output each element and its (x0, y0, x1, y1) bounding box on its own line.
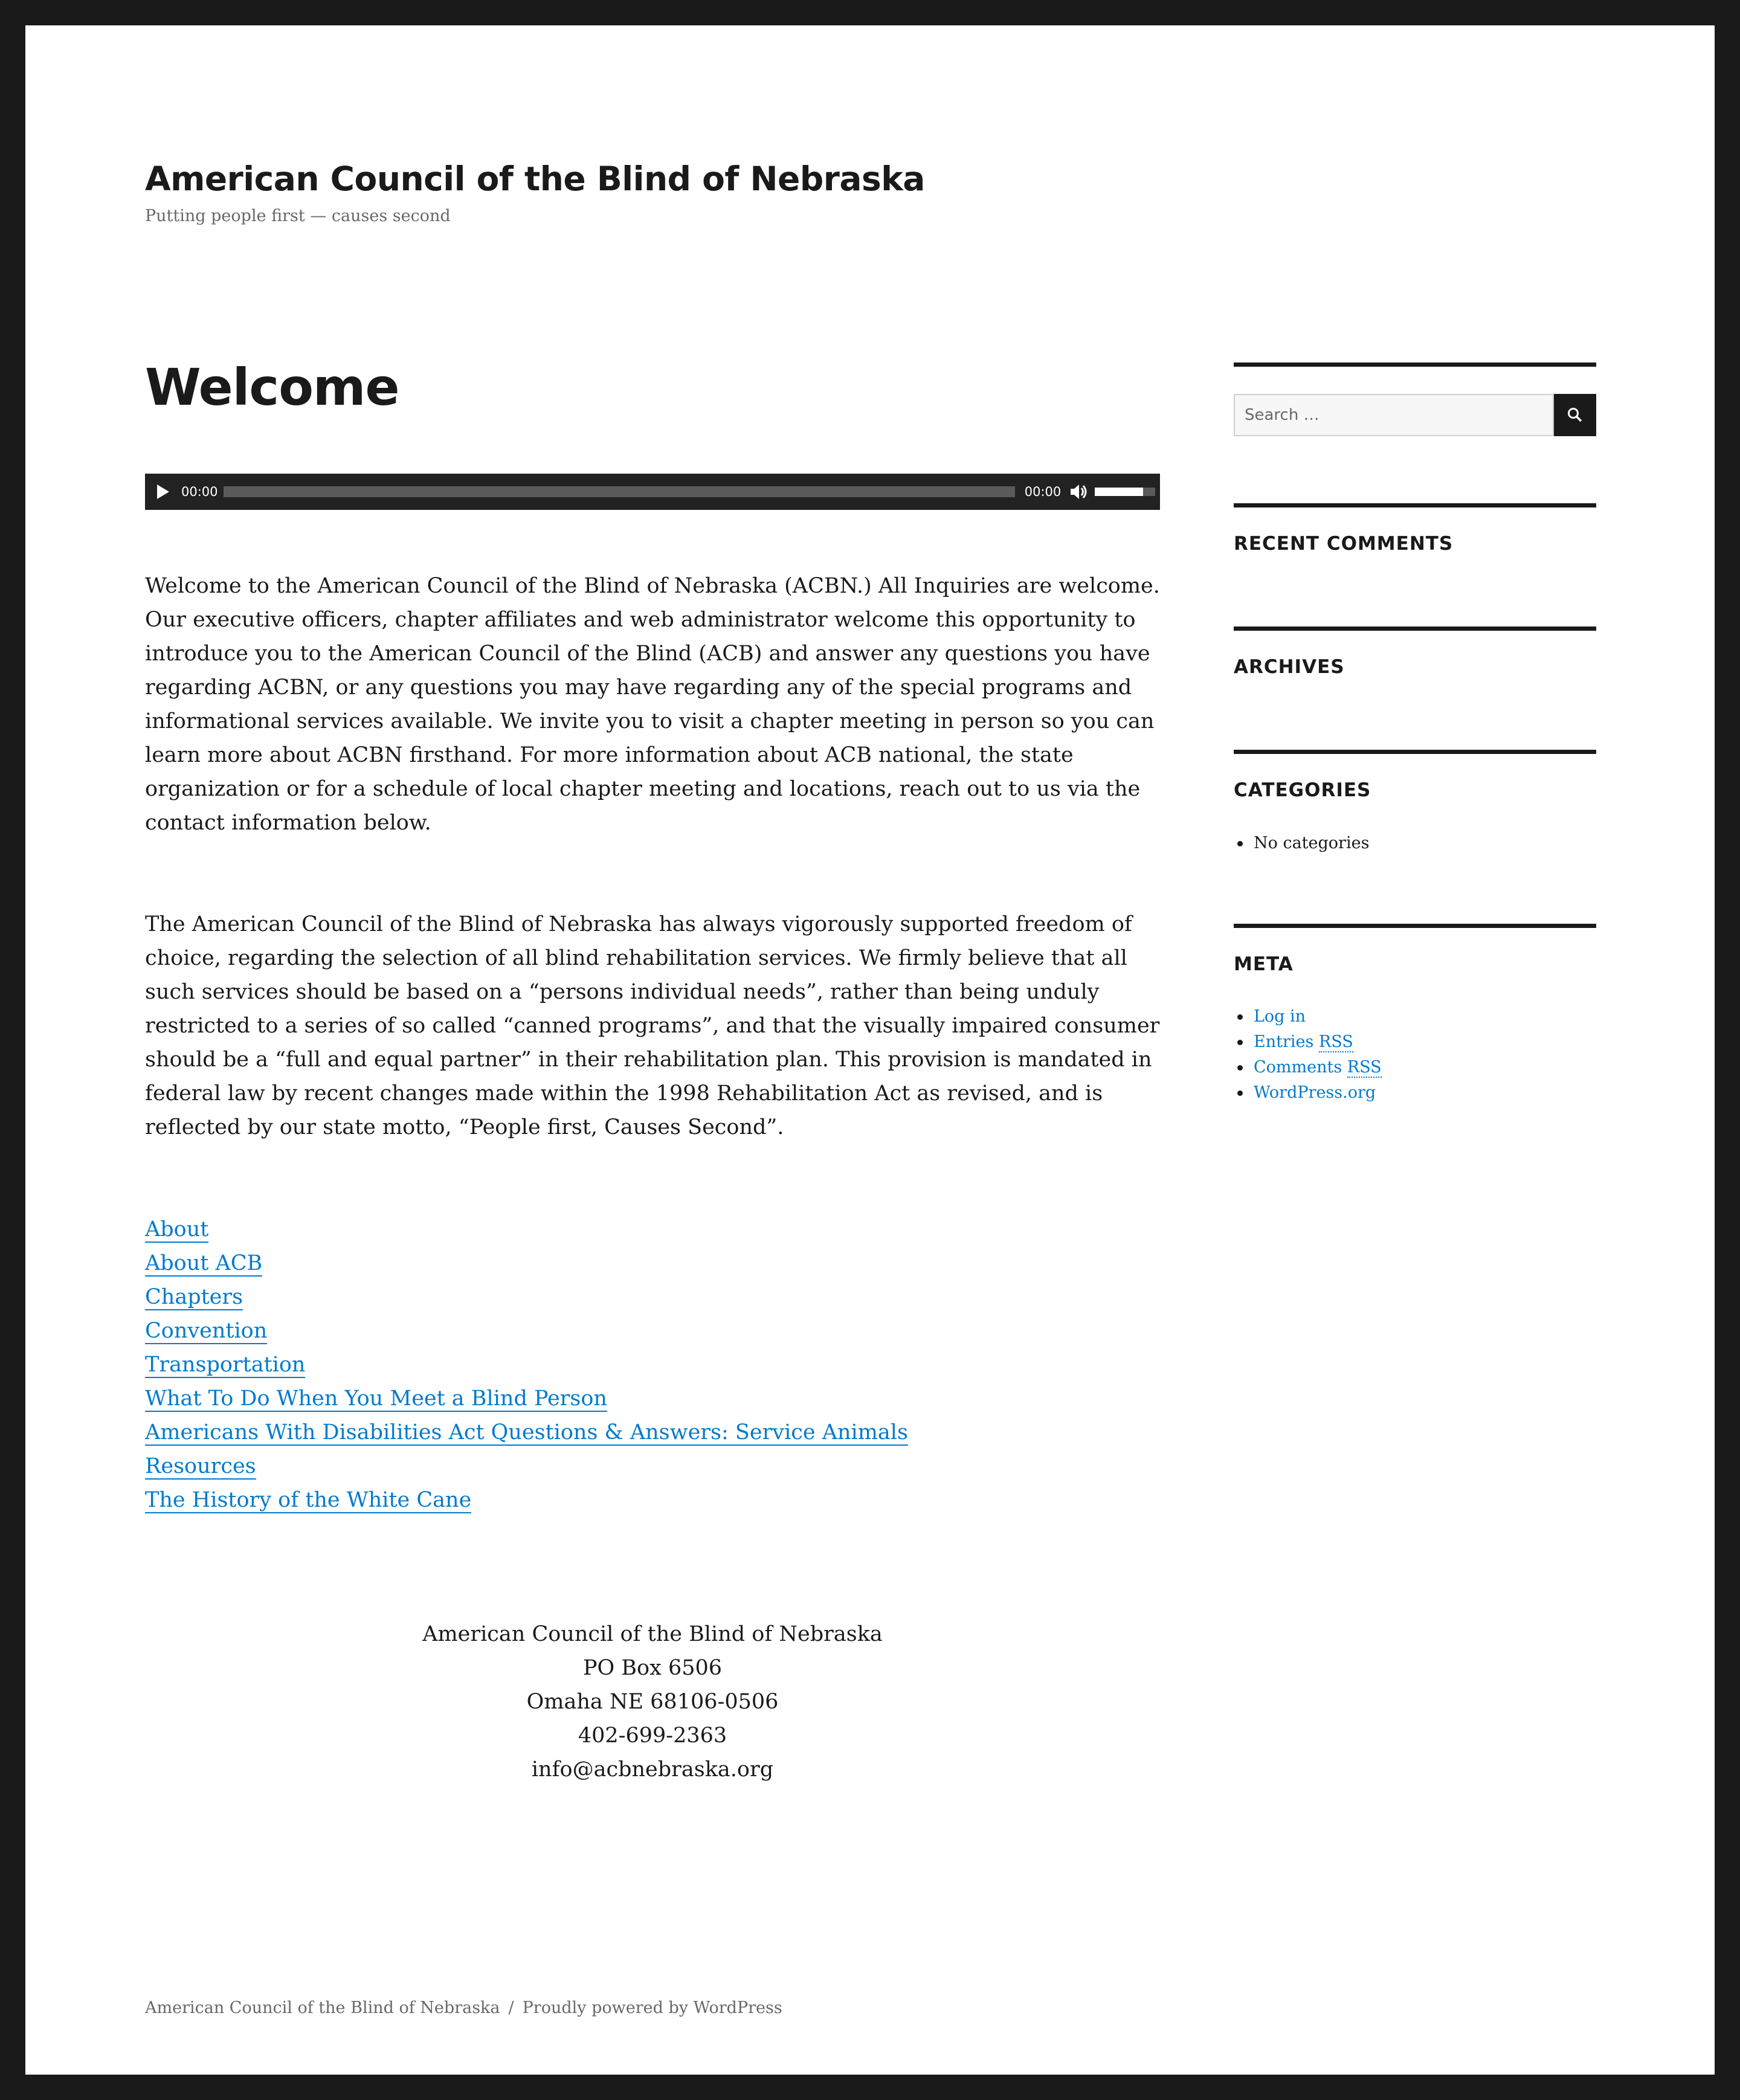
site-title[interactable]: American Council of the Blind of Nebraska (145, 159, 925, 198)
link-convention[interactable]: Convention (145, 1319, 268, 1343)
footer-site-name[interactable]: American Council of the Blind of Nebraska (145, 1999, 500, 2017)
meta-comments-rss-link[interactable]: Comments RSS (1254, 1058, 1382, 1077)
meta-entries-rss-link[interactable]: Entries RSS (1254, 1032, 1353, 1051)
progress-slider[interactable] (224, 486, 1015, 497)
address-phone: 402-699-2363 (578, 1724, 727, 1748)
address-name: American Council of the Blind of Nebraska (422, 1622, 883, 1646)
link-resources[interactable]: Resources (145, 1454, 256, 1478)
search-input[interactable]: Search … (1234, 394, 1554, 436)
address-city: Omaha NE 68106-0506 (526, 1690, 779, 1714)
link-white-cane-history[interactable]: The History of the White Cane (145, 1488, 472, 1512)
current-time: 00:00 (181, 485, 218, 499)
welcome-paragraph: Welcome to the American Council of the Blind of Nebraska (ACBN.) All Inquiries are welcome. Our executive officers, chapter affiliates and web administrator welcome this opportunity to introduce you to the American Council of the Blind (ACB) and answer any questions you have regarding ACBN, or any questions you may have regarding any of the special programs and informational services available. We invite you to visit a chapter meeting in person so you can learn more about ACBN firsthand. For more information about ACB national, the state organization or for a schedule of local chapter meeting and locations, reach out to us via the contact information below. (145, 574, 1160, 835)
list-item: No categories (1234, 831, 1369, 856)
meta-log-in-link[interactable]: Log in (1254, 1007, 1306, 1026)
footer-separator: / (508, 1999, 514, 2017)
link-about[interactable]: About (145, 1217, 209, 1242)
meta-list (1234, 1004, 1382, 1106)
volume-slider[interactable] (1095, 488, 1155, 496)
play-icon (156, 484, 170, 500)
list-item (1234, 1029, 1382, 1055)
archives-title: ARCHIVES (1234, 656, 1345, 678)
address-email: info@acbnebraska.org (531, 1757, 774, 1782)
audio-player (145, 474, 1160, 510)
link-meet-blind-person[interactable]: What To Do When You Meet a Blind Person (145, 1387, 607, 1411)
categories-title: CATEGORIES (1234, 779, 1371, 801)
widget-divider (1234, 503, 1596, 507)
widget-divider (1234, 626, 1596, 631)
list-item (1234, 1004, 1382, 1029)
contact-address (145, 1617, 1160, 1786)
page (25, 25, 1715, 2075)
recent-comments-title: RECENT COMMENTS (1234, 533, 1454, 555)
widget-divider (1234, 750, 1596, 754)
site-footer (145, 1999, 782, 2017)
volume-icon[interactable] (1068, 482, 1089, 502)
meta-wordpress-link[interactable]: WordPress.org (1254, 1083, 1376, 1102)
address-po-box: PO Box 6506 (582, 1656, 723, 1680)
page-links (145, 1213, 908, 1517)
link-chapters[interactable]: Chapters (145, 1285, 243, 1309)
link-transportation[interactable]: Transportation (145, 1353, 306, 1377)
page-title: Welcome (145, 358, 399, 417)
list-item (1234, 1055, 1382, 1080)
search-icon (1567, 407, 1583, 423)
search-form (1234, 394, 1596, 436)
site-tagline: Putting people first — causes second (145, 207, 451, 225)
meta-title: META (1234, 953, 1294, 975)
widget-divider (1234, 362, 1596, 367)
list-item (1234, 1080, 1382, 1106)
duration: 00:00 (1024, 485, 1062, 499)
play-button[interactable] (145, 474, 181, 510)
categories-list (1234, 831, 1369, 856)
link-ada-service-animals[interactable]: Americans With Disabilities Act Questions & Answers: Service Animals (145, 1420, 908, 1445)
search-button[interactable] (1554, 394, 1596, 436)
widget-divider (1234, 924, 1596, 928)
volume-level (1095, 488, 1143, 496)
link-about-acb[interactable]: About ACB (145, 1251, 263, 1275)
mission-paragraph: The American Council of the Blind of Nebraska has always vigorously supported freedom of choice, regarding the selection of all blind rehabilitation services. We firmly believe that all such services should be based on a “persons individual needs”, rather than being unduly restricted to a series of so called “canned programs”, and that the visually impaired consumer should be a “full and equal partner” in their rehabilitation plan. This provision is mandated in federal law by recent changes made within the 1998 Rehabilitation Act as revised, and is reflected by our state motto, “People first, Causes Second”. (145, 912, 1160, 1139)
footer-powered-by[interactable]: Proudly powered by WordPress (522, 1999, 782, 2017)
